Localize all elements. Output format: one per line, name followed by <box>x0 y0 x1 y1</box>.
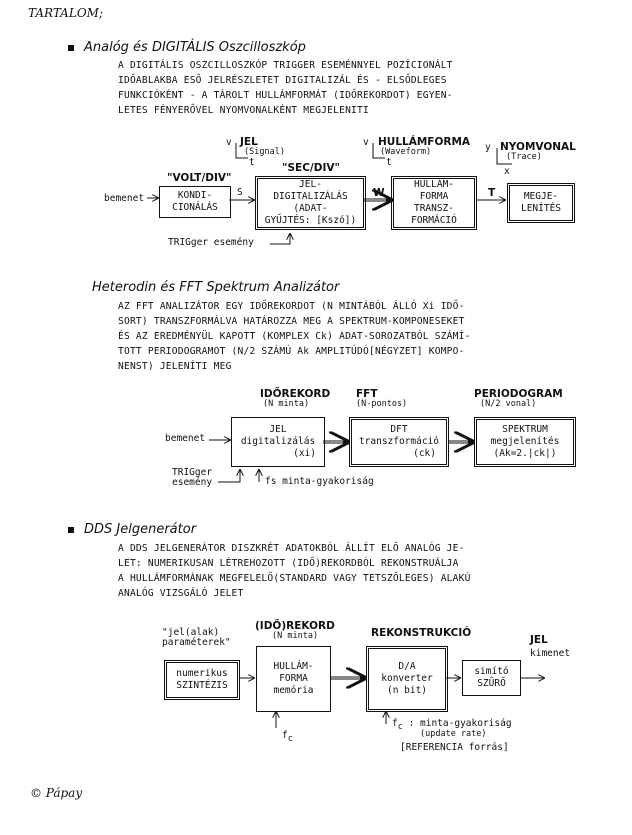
fc-label-2: $f_c$ : minta-gyakoriság <box>392 718 512 732</box>
section-paragraph-dds: A DDS JELGENERÁTOR DISZKRÉT ADATOKBÓL ÁLLÍT ELŐ ANALÓG JE- LET: NUMERIKUSAN LÉTREHOZOTT (IDŐ)REKORDBÓL REKONSTRUÁLJA A HULLÁMFORMÁNAK MEGFELELŐ(STANDARD VAGY TETSZŐLEGES) ALAKÚ ANALÓG VIZSGÁLÓ JELET <box>118 543 471 599</box>
section-paragraph-spectrum: AZ FFT ANALIZÁTOR EGY IDŐREKORDOT (N MINTÁBÓL ÁLLÓ Xi IDŐ- SORT) TRANSZFORMÁLVA HATÁROZZA MEG A SPEKTRUM-KOMPONESEKET ÉS AZ EREDMÉNYÜL KAPOTT (KOMPLEX Ck) ADAT-SOROZATBÓL SZÁMÍ- TOTT PERIODOGRAMOT (N/2 SZÁMÚ Ak AMPLITÚDÓ[NÉGYZET] KOMPO- NENST) JELENÍTI MEG <box>118 301 471 372</box>
display-box: MEGJE- LENÍTÉS <box>507 183 575 223</box>
digitizing-box: JEL- DIGITALIZÁLÁS (ADAT- GYŰJTÉS: [Kszó]) <box>255 176 366 230</box>
page-title: TARTALOM; <box>28 6 103 20</box>
conditioning-box: KONDI- CIONÁLÁS <box>159 186 231 218</box>
trigger-label: TRIGger esemény <box>172 467 213 488</box>
param-label: "jel(alak) paraméterek" <box>162 627 231 648</box>
waveform-memory-box: HULLÁM- FORMA memória <box>256 646 331 712</box>
filter-box: simító SZŰRŐ <box>462 660 521 696</box>
fc-label-1: $f_c$ <box>282 730 293 744</box>
dft-box: DFT transzformáció (ck) <box>349 417 449 467</box>
dac-box: D/A konverter (n bit) <box>366 646 448 712</box>
section-heading-dds: DDS Jelgenerátor <box>68 522 196 537</box>
section-heading-oscilloscope: Analóg és DIGITÁLIS Oszcilloszkóp <box>68 40 306 55</box>
copyright-footer: © Pápay <box>30 786 83 800</box>
numeric-synthesis-box: numerikus SZINTÉZIS <box>164 660 240 700</box>
spectrum-display-box: SPEKTRUM megjelenítés (Ak=2.|ck|) <box>474 417 576 467</box>
digitize-box: JEL digitalizálás (xi) <box>231 417 325 467</box>
section-paragraph-oscilloscope: A DIGITÁLIS OSZCILLOSZKÓP TRIGGER ESEMÉNNYEL POZÍCIONÁLT IDŐABLAKBA ESŐ JELRÉSZLETET DIGITALIZÁL ÉS - ELSŐDLEGES FUNKCIÓKÉNT - A TÁROLT HULLÁMFORMÁT (IDŐREKORDOT) EGYEN- LETES FÉNYERŐVEL NYOMVONALKÉNT MEGJELENITI <box>118 60 453 116</box>
section-heading-spectrum: Heterodin és FFT Spektrum Analizátor <box>92 280 340 295</box>
waveform-transform-box: HULLÁM- FORMA TRANSZ- FORMÁCIÓ <box>391 176 477 230</box>
